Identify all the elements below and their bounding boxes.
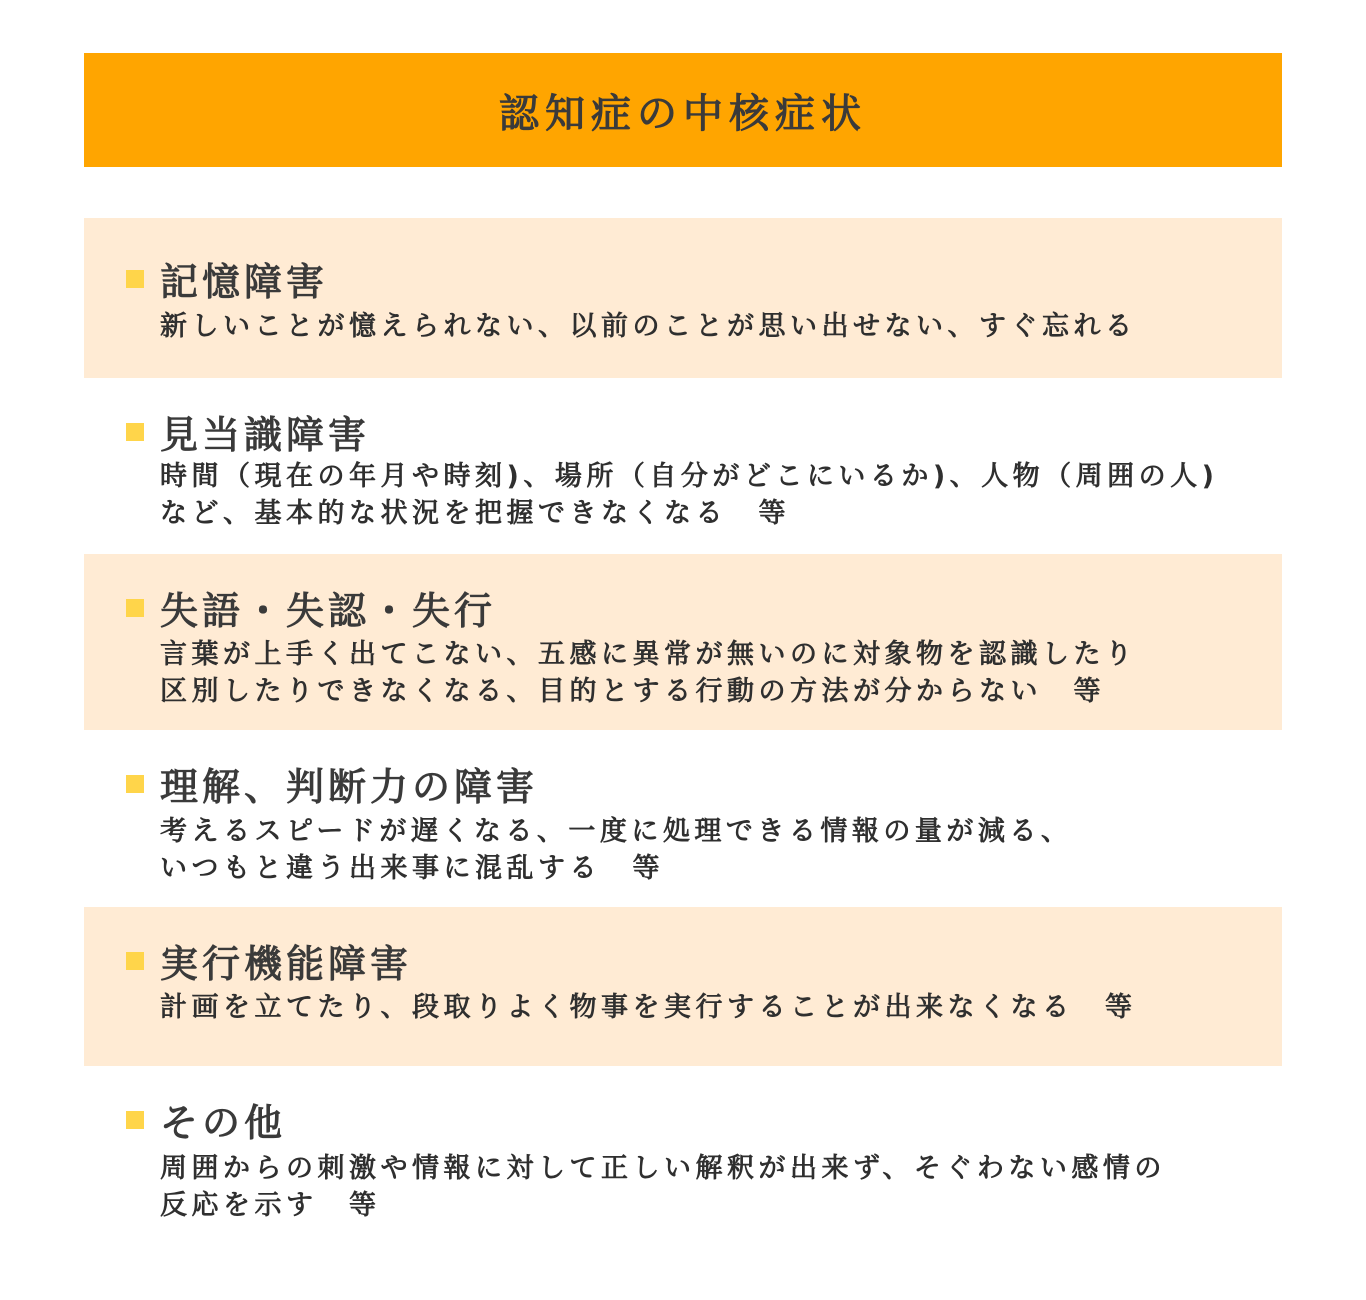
description-line: いつもと違う出来事に混乱する 等 (160, 853, 664, 884)
description-line: 計画を立てたり、段取りよく物事を実行することが出来なくなる 等 (160, 992, 1137, 1023)
section-memory-impairment (84, 218, 1282, 378)
description-line: 新しいことが憶えられない、以前のことが思い出せない、すぐ忘れる (160, 311, 1137, 342)
section-heading: 理解、判断力の障害 (160, 765, 539, 809)
section-description (160, 989, 1137, 1026)
section-heading: 実行機能障害 (160, 942, 413, 986)
section-heading-row (126, 404, 370, 459)
section-other (84, 1066, 1282, 1246)
section-description (160, 813, 1072, 887)
description-line: 反応を示す 等 (160, 1190, 381, 1221)
section-heading-row (126, 251, 328, 306)
bullet-square-icon (126, 952, 144, 970)
section-description (160, 458, 1219, 532)
section-heading: その他 (160, 1101, 287, 1145)
bullet-square-icon (126, 775, 144, 793)
section-heading-row (126, 1092, 286, 1147)
description-line: など、基本的な状況を把握できなくなる 等 (160, 498, 790, 529)
bullet-square-icon (126, 599, 144, 617)
bullet-square-icon (126, 1111, 144, 1129)
section-heading: 見当識障害 (160, 413, 371, 457)
section-description (160, 636, 1137, 710)
description-line: 考えるスピードが遅くなる、一度に処理できる情報の量が減る、 (160, 816, 1073, 847)
section-heading-row (126, 933, 412, 988)
section-heading: 失語・失認・失行 (160, 589, 497, 633)
description-line: 言葉が上手く出てこない、五感に異常が無いのに対象物を認識したり (160, 639, 1137, 670)
section-heading-row (126, 756, 538, 811)
page-title: 認知症の中核症状 (499, 90, 867, 137)
section-executive-dysfunction (84, 907, 1282, 1066)
section-heading-row (126, 580, 496, 635)
section-heading: 記憶障害 (160, 260, 329, 304)
section-description (160, 1150, 1166, 1224)
bullet-square-icon (126, 270, 144, 288)
title-banner (84, 53, 1282, 167)
section-aphasia-agnosia-apraxia (84, 554, 1282, 730)
bullet-square-icon (126, 423, 144, 441)
description-line: 区別したりできなくなる、目的とする行動の方法が分からない 等 (160, 676, 1105, 707)
section-disorientation (84, 378, 1282, 554)
section-description (160, 308, 1137, 345)
description-line: 周囲からの刺激や情報に対して正しい解釈が出来ず、そぐわない感情の (160, 1153, 1166, 1184)
section-judgment-impairment (84, 730, 1282, 906)
description-line: 時間（現在の年月や時刻)、場所（自分がどこにいるか)、人物（周囲の人) (160, 461, 1219, 492)
